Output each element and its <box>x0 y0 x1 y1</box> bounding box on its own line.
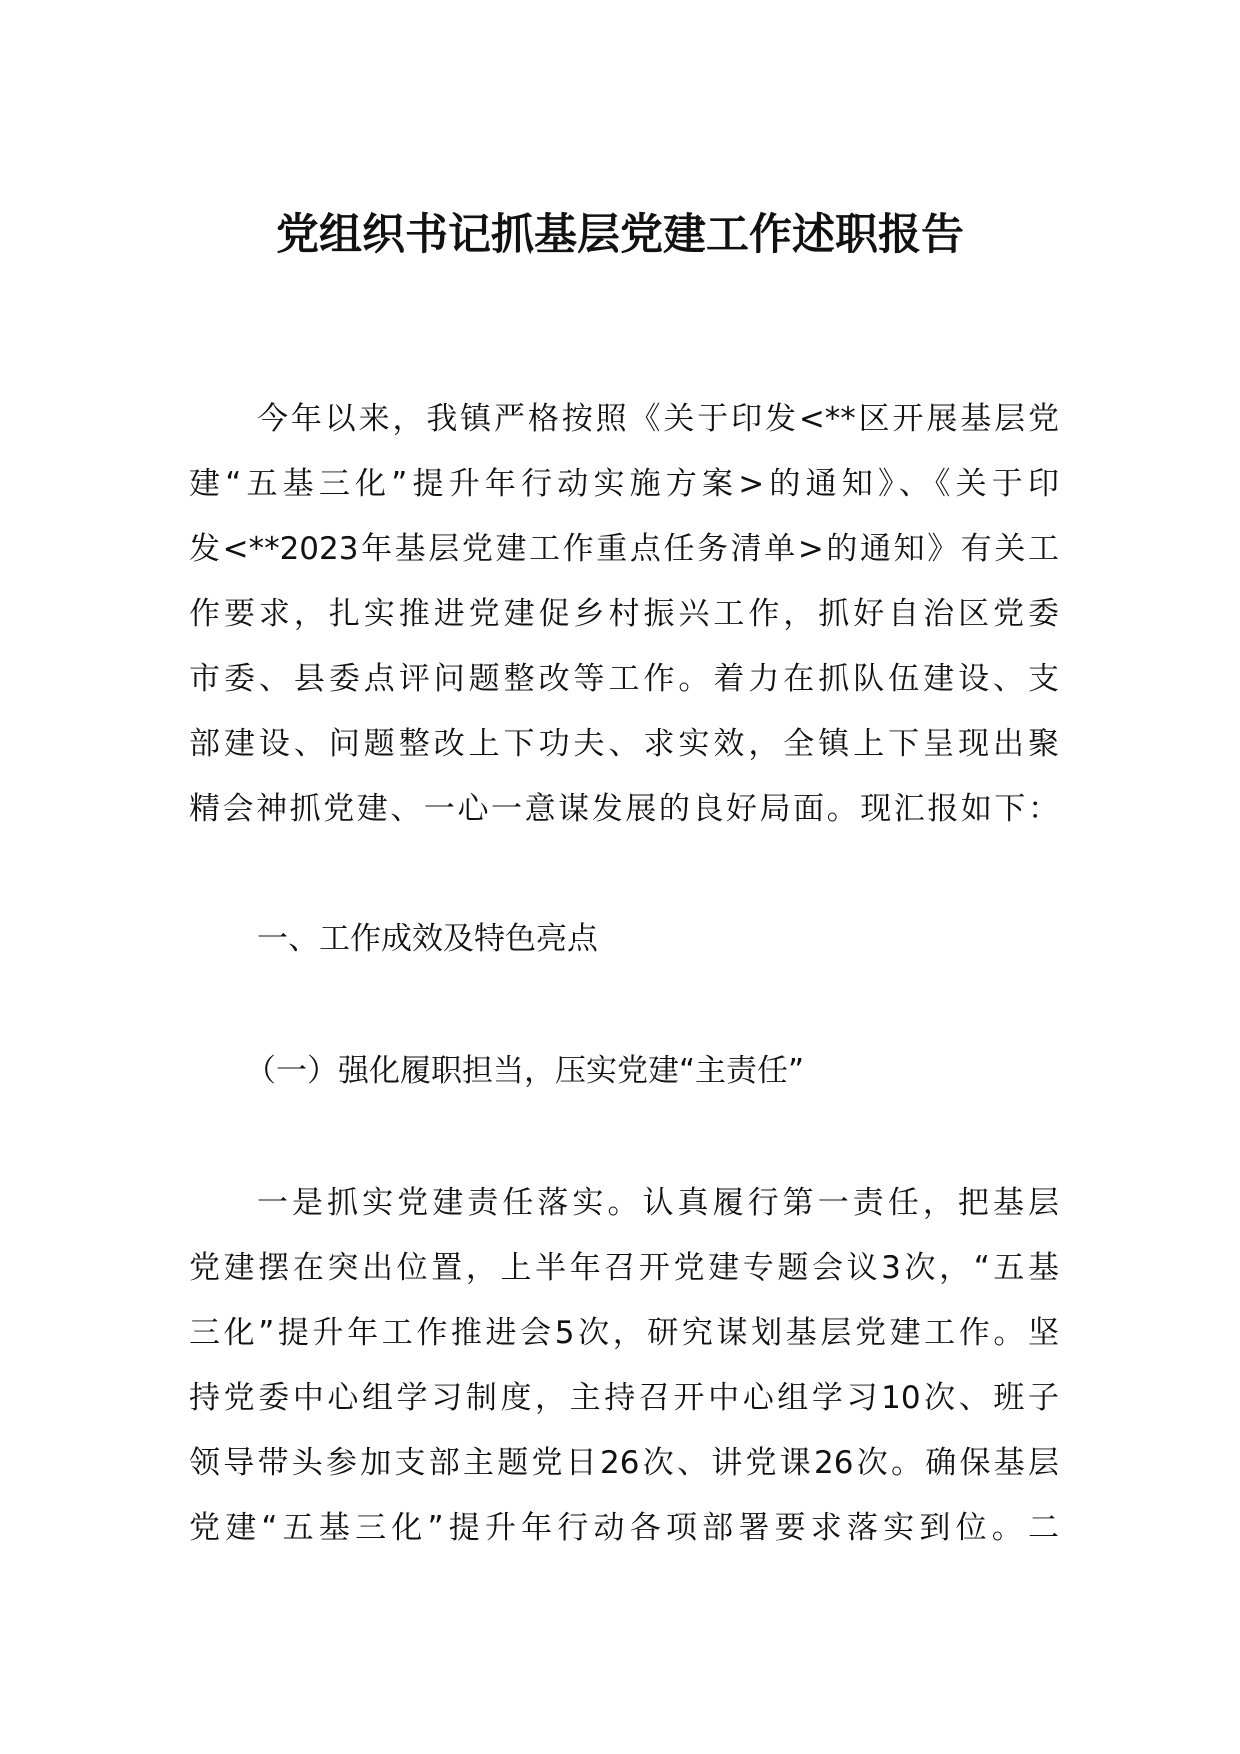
text-line: 三化”提升年工作推进会5次，研究谋划基层党建工作。坚 <box>189 1315 1059 1351</box>
text-line: 持党委中心组学习制度，主持召开中心组学习10次、班子 <box>189 1380 1059 1416</box>
text-line: 建“五基三化”提升年行动实施方案>的通知》、《关于印 <box>189 466 1059 502</box>
text-line: 部建设、问题整改上下功夫、求实效，全镇上下呈现出聚 <box>189 726 1059 762</box>
text-line: 发<**2023年基层党建工作重点任务清单>的通知》有关工 <box>189 531 1059 567</box>
text-line: 今年以来，我镇严格按照《关于印发<**区开展基层党 <box>257 401 1059 437</box>
text-line: 精会神抓党建、一心一意谋发展的良好局面。现汇报如下： <box>189 791 1059 827</box>
subsection-heading: （一）强化履职担当，压实党建“主责任” <box>245 1053 805 1089</box>
document-title: 党组织书记抓基层党建工作述职报告 <box>276 210 964 260</box>
text-line: 作要求，扎实推进党建促乡村振兴工作，抓好自治区党委 <box>189 596 1059 632</box>
text-line: 一是抓实党建责任落实。认真履行第一责任，把基层 <box>257 1185 1059 1221</box>
text-line: 党建“五基三化”提升年行动各项部署要求落实到位。二 <box>189 1510 1059 1546</box>
text-line: 党建摆在突出位置，上半年召开党建专题会议3次，“五基 <box>189 1250 1059 1286</box>
paragraph-intro <box>189 387 1059 842</box>
paragraph-responsibility <box>189 1171 1059 1561</box>
text-line: 领导带头参加支部主题党日26次、讲党课26次。确保基层 <box>189 1445 1059 1481</box>
text-line: 市委、县委点评问题整改等工作。着力在抓队伍建设、支 <box>189 661 1059 697</box>
section-heading: 一、工作成效及特色亮点 <box>257 921 598 957</box>
